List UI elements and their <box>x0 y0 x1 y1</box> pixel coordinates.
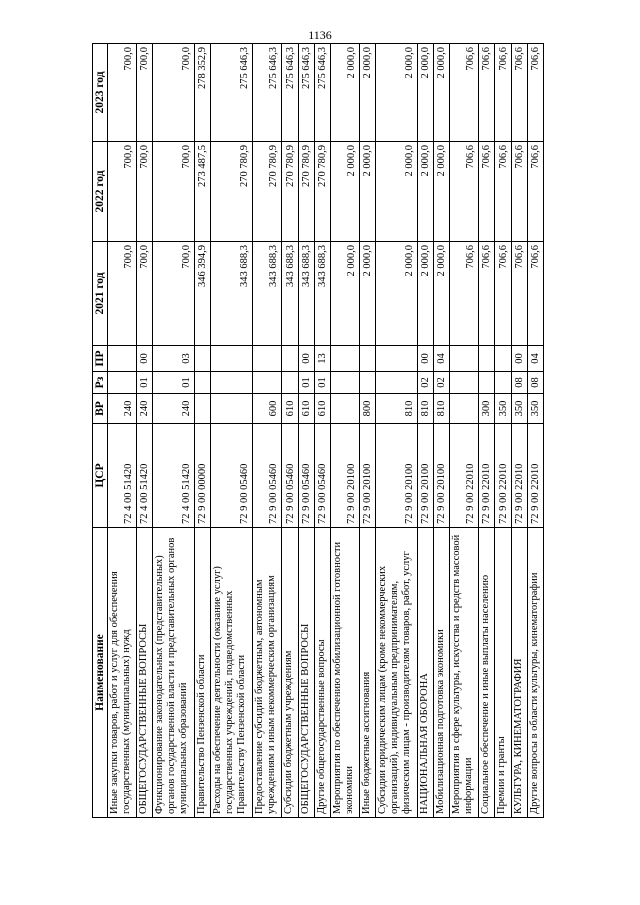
cell-vr: 350 <box>511 394 527 424</box>
header-csr: ЦСР <box>93 424 108 528</box>
cell-2021: 343 688,3 <box>211 242 253 346</box>
cell-name: Другие общегосударственные вопросы <box>314 528 330 818</box>
table-row <box>108 44 137 818</box>
cell-pr <box>282 346 298 372</box>
cell-rz <box>195 372 211 394</box>
cell-vr <box>450 394 479 424</box>
cell-csr: 72 4 00 51420 <box>108 424 137 528</box>
cell-csr: 72 9 00 20100 <box>359 424 375 528</box>
header-vr: ВР <box>93 394 108 424</box>
cell-name: ОБЩЕГОСУДАРСТВЕННЫЕ ВОПРОСЫ <box>298 528 314 818</box>
cell-vr: 240 <box>153 394 195 424</box>
page-number: 1136 <box>308 28 332 42</box>
table-row <box>511 44 527 818</box>
cell-2023: 275 646,3 <box>282 44 298 142</box>
cell-pr <box>376 346 418 372</box>
cell-name: НАЦИОНАЛЬНАЯ ОБОРОНА <box>417 528 433 818</box>
cell-pr <box>450 346 479 372</box>
table-row <box>450 44 479 818</box>
table-row <box>417 44 433 818</box>
cell-2021: 343 688,3 <box>282 242 298 346</box>
cell-2021: 2 000,0 <box>330 242 359 346</box>
cell-csr: 72 9 00 22010 <box>511 424 527 528</box>
cell-2021: 700,0 <box>108 242 137 346</box>
cell-pr <box>495 346 511 372</box>
cell-2023: 706,6 <box>527 44 543 142</box>
cell-2023: 2 000,0 <box>376 44 418 142</box>
budget-table <box>92 43 544 818</box>
cell-2023: 2 000,0 <box>434 44 450 142</box>
cell-rz <box>479 372 495 394</box>
table-row <box>195 44 211 818</box>
cell-vr <box>211 394 253 424</box>
cell-rz <box>450 372 479 394</box>
cell-2023: 700,0 <box>137 44 153 142</box>
cell-name: Другие вопросы в области культуры, кинематографии <box>527 528 543 818</box>
cell-2023: 706,6 <box>511 44 527 142</box>
cell-2022: 270 780,9 <box>253 142 282 242</box>
cell-2023: 706,6 <box>479 44 495 142</box>
cell-pr: 00 <box>137 346 153 372</box>
cell-2022: 273 487,5 <box>195 142 211 242</box>
header-2023: 2023 год <box>93 44 108 142</box>
cell-vr: 300 <box>479 394 495 424</box>
cell-2022: 706,6 <box>495 142 511 242</box>
cell-name: Иные закупки товаров, работ и услуг для обеспечения государственных (муниципальных) нужд <box>108 528 137 818</box>
cell-vr: 800 <box>359 394 375 424</box>
cell-vr: 610 <box>282 394 298 424</box>
cell-pr <box>330 346 359 372</box>
cell-vr: 350 <box>495 394 511 424</box>
cell-vr: 610 <box>314 394 330 424</box>
cell-name: ОБЩЕГОСУДАРСТВЕННЫЕ ВОПРОСЫ <box>137 528 153 818</box>
cell-csr: 72 9 00 05460 <box>211 424 253 528</box>
cell-2021: 700,0 <box>137 242 153 346</box>
cell-2021: 700,0 <box>153 242 195 346</box>
cell-pr: 00 <box>511 346 527 372</box>
table-row <box>330 44 359 818</box>
table-row <box>376 44 418 818</box>
cell-2022: 706,6 <box>450 142 479 242</box>
cell-2021: 343 688,3 <box>314 242 330 346</box>
cell-vr: 240 <box>137 394 153 424</box>
cell-vr <box>330 394 359 424</box>
cell-rz <box>108 372 137 394</box>
cell-rz: 01 <box>137 372 153 394</box>
cell-2021: 706,6 <box>495 242 511 346</box>
table-row <box>495 44 511 818</box>
cell-2023: 706,6 <box>450 44 479 142</box>
cell-2023: 275 646,3 <box>298 44 314 142</box>
cell-rz: 08 <box>527 372 543 394</box>
cell-2022: 2 000,0 <box>359 142 375 242</box>
cell-2023: 278 352,9 <box>195 44 211 142</box>
cell-2022: 2 000,0 <box>434 142 450 242</box>
cell-vr: 600 <box>253 394 282 424</box>
cell-pr <box>211 346 253 372</box>
cell-2021: 346 394,9 <box>195 242 211 346</box>
cell-2022: 2 000,0 <box>330 142 359 242</box>
cell-vr: 610 <box>298 394 314 424</box>
cell-vr: 350 <box>527 394 543 424</box>
cell-pr: 04 <box>527 346 543 372</box>
cell-name: Субсидии бюджетным учреждениям <box>282 528 298 818</box>
cell-2022: 700,0 <box>153 142 195 242</box>
cell-2023: 700,0 <box>153 44 195 142</box>
table-row <box>253 44 282 818</box>
cell-rz <box>330 372 359 394</box>
cell-rz <box>253 372 282 394</box>
cell-pr: 13 <box>314 346 330 372</box>
cell-2023: 275 646,3 <box>253 44 282 142</box>
cell-rz <box>282 372 298 394</box>
cell-2021: 706,6 <box>450 242 479 346</box>
cell-2023: 706,6 <box>495 44 511 142</box>
table-row <box>314 44 330 818</box>
cell-vr: 240 <box>108 394 137 424</box>
cell-pr: 03 <box>153 346 195 372</box>
cell-csr: 72 4 00 51420 <box>137 424 153 528</box>
cell-vr: 810 <box>417 394 433 424</box>
cell-2021: 2 000,0 <box>434 242 450 346</box>
cell-pr <box>108 346 137 372</box>
cell-2021: 343 688,3 <box>253 242 282 346</box>
cell-csr: 72 9 00 05460 <box>298 424 314 528</box>
cell-2023: 700,0 <box>108 44 137 142</box>
rotated-table-container <box>92 44 544 818</box>
cell-2022: 270 780,9 <box>298 142 314 242</box>
cell-name: Социальное обеспечение и иные выплаты населению <box>479 528 495 818</box>
cell-name: Иные бюджетные ассигнования <box>359 528 375 818</box>
cell-2023: 275 646,3 <box>314 44 330 142</box>
table-row <box>298 44 314 818</box>
cell-pr: 04 <box>434 346 450 372</box>
cell-rz <box>211 372 253 394</box>
cell-name: Премии и гранты <box>495 528 511 818</box>
cell-csr: 72 9 00 22010 <box>527 424 543 528</box>
cell-pr <box>195 346 211 372</box>
cell-rz: 01 <box>298 372 314 394</box>
cell-csr: 72 9 00 20100 <box>376 424 418 528</box>
cell-2022: 2 000,0 <box>417 142 433 242</box>
header-rz: Рз <box>93 372 108 394</box>
cell-2023: 2 000,0 <box>359 44 375 142</box>
cell-2021: 2 000,0 <box>376 242 418 346</box>
cell-csr: 72 9 00 05460 <box>282 424 298 528</box>
cell-csr: 72 9 00 20100 <box>330 424 359 528</box>
cell-name: Мобилизационная подготовка экономики <box>434 528 450 818</box>
cell-csr: 72 9 00 22010 <box>495 424 511 528</box>
cell-pr <box>253 346 282 372</box>
cell-2021: 706,6 <box>511 242 527 346</box>
table-row <box>153 44 195 818</box>
table-row <box>282 44 298 818</box>
cell-name: Мероприятия в сфере культуры, искусства и средств массовой информации <box>450 528 479 818</box>
cell-csr: 72 9 00 00000 <box>195 424 211 528</box>
header-2021: 2021 год <box>93 242 108 346</box>
cell-2023: 2 000,0 <box>330 44 359 142</box>
cell-name: Расходы на обеспечение деятельности (оказание услуг) государственных учреждений, подведомственных Правительству Пензенской области <box>211 528 253 818</box>
header-name: Наименование <box>93 528 108 818</box>
cell-pr: 00 <box>417 346 433 372</box>
cell-2021: 2 000,0 <box>417 242 433 346</box>
header-2022: 2022 год <box>93 142 108 242</box>
table-row <box>527 44 543 818</box>
cell-2022: 706,6 <box>527 142 543 242</box>
cell-rz: 01 <box>314 372 330 394</box>
cell-csr: 72 9 00 20100 <box>434 424 450 528</box>
cell-2023: 2 000,0 <box>417 44 433 142</box>
table-header-row <box>93 44 108 818</box>
cell-2022: 270 780,9 <box>282 142 298 242</box>
table-row <box>137 44 153 818</box>
cell-2022: 270 780,9 <box>314 142 330 242</box>
table-row <box>479 44 495 818</box>
header-pr: ПР <box>93 346 108 372</box>
cell-2021: 343 688,3 <box>298 242 314 346</box>
cell-2021: 706,6 <box>479 242 495 346</box>
cell-csr: 72 9 00 22010 <box>450 424 479 528</box>
cell-2021: 706,6 <box>527 242 543 346</box>
cell-pr <box>359 346 375 372</box>
cell-2022: 2 000,0 <box>376 142 418 242</box>
cell-2022: 706,6 <box>479 142 495 242</box>
cell-name: Мероприятия по обеспечению мобилизационной готовности экономики <box>330 528 359 818</box>
cell-2022: 700,0 <box>108 142 137 242</box>
cell-pr <box>479 346 495 372</box>
cell-rz <box>376 372 418 394</box>
cell-vr <box>195 394 211 424</box>
cell-name: КУЛЬТУРА, КИНЕМАТОГРАФИЯ <box>511 528 527 818</box>
cell-2022: 700,0 <box>137 142 153 242</box>
cell-rz: 02 <box>417 372 433 394</box>
cell-vr: 810 <box>376 394 418 424</box>
cell-2023: 275 646,3 <box>211 44 253 142</box>
cell-csr: 72 9 00 20100 <box>417 424 433 528</box>
cell-csr: 72 9 00 05460 <box>314 424 330 528</box>
cell-vr: 810 <box>434 394 450 424</box>
cell-csr: 72 4 00 51420 <box>153 424 195 528</box>
cell-2022: 706,6 <box>511 142 527 242</box>
cell-2022: 270 780,9 <box>211 142 253 242</box>
cell-name: Функционирование законодательных (представительных) органов государственной власти и представительных органов муниципальных образований <box>153 528 195 818</box>
cell-rz <box>495 372 511 394</box>
cell-name: Правительство Пензенской области <box>195 528 211 818</box>
cell-pr: 00 <box>298 346 314 372</box>
cell-name: Предоставление субсидий бюджетным, автономным учреждениям и иным некоммерческим организациям <box>253 528 282 818</box>
cell-rz <box>359 372 375 394</box>
cell-2021: 2 000,0 <box>359 242 375 346</box>
cell-csr: 72 9 00 22010 <box>479 424 495 528</box>
cell-csr: 72 9 00 05460 <box>253 424 282 528</box>
cell-rz: 08 <box>511 372 527 394</box>
cell-rz: 02 <box>434 372 450 394</box>
cell-name: Субсидии юридическим лицам (кроме некоммерческих организаций), индивидуальным предпринимателям, физическим лицам - производителям товаров, работ, услуг <box>376 528 418 818</box>
cell-rz: 01 <box>153 372 195 394</box>
table-row <box>211 44 253 818</box>
table-row <box>434 44 450 818</box>
table-row <box>359 44 375 818</box>
